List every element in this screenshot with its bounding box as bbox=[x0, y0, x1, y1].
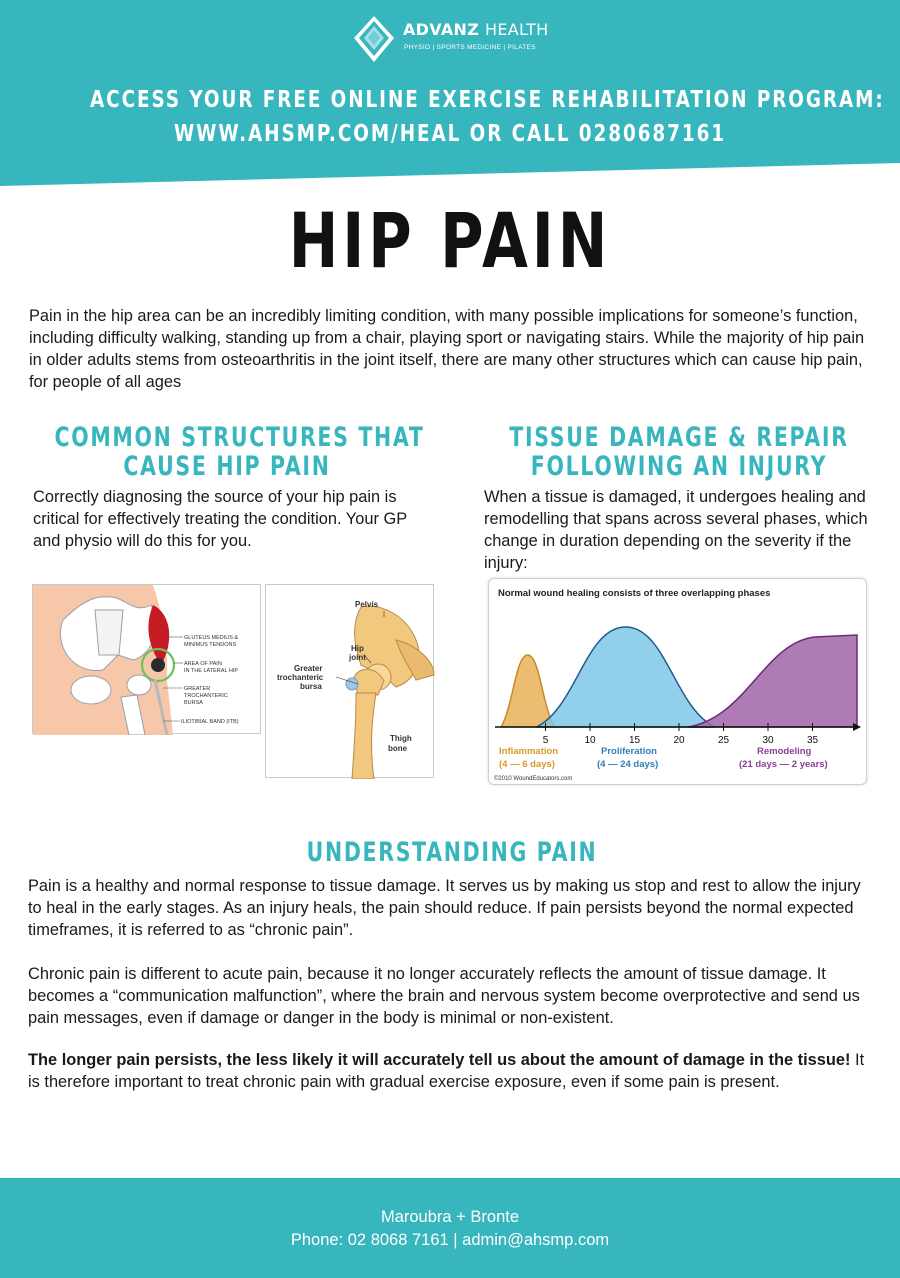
hip-illustration-lateral bbox=[32, 584, 261, 734]
structures-paragraph: Correctly diagnosing the source of your hip pain is critical for effectively treating the condition. Your GP and physio will do this for you. bbox=[33, 488, 407, 550]
legend-range-remodeling: (21 days — 2 years) bbox=[739, 759, 828, 770]
section-heading-structures-line1: COMMON STRUCTURES THAT bbox=[54, 422, 425, 453]
understanding-paragraph-3-rest: It is therefore important to treat chronic pain with gradual exercise exposure, even if some pain is present. bbox=[28, 1051, 865, 1091]
hip-illustration-bones bbox=[265, 584, 434, 778]
label-greater-2: TROCHANTERIC bbox=[184, 693, 228, 699]
label-gluteus: GLUTEUS MEDIUS & bbox=[184, 635, 239, 641]
x-tick-label: 30 bbox=[762, 735, 774, 746]
label-gluteus-2: MINIMUS TENDONS bbox=[184, 642, 237, 648]
chart-title: Normal wound healing consists of three overlapping phases bbox=[498, 588, 771, 599]
tissue-paragraph: When a tissue is damaged, it undergoes healing and remodelling that spans across several phases, which change in duration depending on the severity if the injury: bbox=[484, 488, 868, 572]
brand-name-light: HEALTH bbox=[485, 20, 549, 39]
label-thigh-2: bone bbox=[388, 744, 408, 753]
label-area: AREA OF PAIN bbox=[184, 661, 222, 667]
footer-contact[interactable]: Phone: 02 8068 7161 | admin@ahsmp.com bbox=[290, 1231, 610, 1249]
x-tick-label: 20 bbox=[673, 735, 685, 746]
x-tick-label: 25 bbox=[717, 735, 730, 746]
chart-credit: ©2010 WoundEducators.com bbox=[494, 776, 573, 782]
legend-label-proliferation: Proliferation bbox=[601, 746, 657, 757]
x-tick-label: 5 bbox=[542, 735, 549, 746]
chart-svg bbox=[489, 579, 868, 786]
hip-bones-drawing bbox=[266, 585, 435, 779]
label-greater-3: BURSA bbox=[184, 700, 203, 706]
label-hip-2: joint bbox=[349, 653, 366, 662]
section-heading-tissue bbox=[503, 423, 854, 481]
section-heading-structures bbox=[54, 422, 425, 482]
x-tick-label: 35 bbox=[806, 735, 819, 746]
page-title: HIP PAIN bbox=[288, 196, 612, 285]
wound-healing-chart bbox=[488, 578, 867, 785]
understanding-paragraph-1: Pain is a healthy and normal response to tissue damage. It serves us by making us stop and rest to allow the injury to heal in the early stages. As an injury heals, the pain should reduce. If pain persists beyond the normal expected timeframes, it is referred to as “chronic pain”. bbox=[28, 877, 861, 939]
understanding-paragraph-3 bbox=[28, 1049, 878, 1093]
footer bbox=[0, 1178, 900, 1278]
brand-name bbox=[403, 20, 548, 39]
section-heading-tissue-line2: FOLLOWING AN INJURY bbox=[530, 451, 828, 482]
logo bbox=[352, 14, 552, 66]
series-area-proliferation bbox=[537, 627, 715, 727]
x-tick-label: 15 bbox=[628, 735, 641, 746]
understanding-emphasis: The longer pain persists, the less likely it will accurately tell us about the amount of damage in the tissue! bbox=[28, 1051, 851, 1069]
label-hip: Hip bbox=[351, 644, 364, 653]
label-greater-troch-3: bursa bbox=[300, 682, 322, 691]
label-greater-troch-2: trochanteric bbox=[277, 673, 324, 682]
label-pelvis: Pelvis bbox=[355, 600, 379, 609]
section-heading-tissue-line1: TISSUE DAMAGE & REPAIR bbox=[509, 422, 849, 453]
understanding-paragraph-2: Chronic pain is different to acute pain, because it no longer accurately reflects the amount of tissue damage. It becomes a “communication malfunction”, where the brain and nervous system become overprotective and send us pain messages, even if damage or danger in the body is minimal or non-existent. bbox=[28, 965, 860, 1027]
brand-name-bold: ADVANZ bbox=[403, 20, 480, 39]
brand-tagline: PHYSIO | SPORTS MEDICINE | PILATES bbox=[404, 44, 536, 51]
intro-paragraph: Pain in the hip area can be an incredibly limiting condition, with many possible implications for someone’s function, including difficulty walking, standing up from a chair, playing sport or navigating stairs. While the majority of hip pain in older adults stems from osteoarthritis in the joint itself, there are many other structures which can cause hip pain, for people of all ages bbox=[29, 307, 865, 391]
x-tick-label: 10 bbox=[584, 735, 596, 746]
legend-range-proliferation: (4 — 24 days) bbox=[597, 759, 659, 770]
header-banner bbox=[0, 0, 900, 190]
label-thigh: Thigh bbox=[390, 734, 412, 743]
banner-line-1: ACCESS YOUR FREE ONLINE EXERCISE REHABILITATION PROGRAM: bbox=[90, 87, 885, 113]
label-area-2: IN THE LATERAL HIP bbox=[184, 668, 238, 674]
hip-pelvis-drawing bbox=[33, 585, 262, 735]
banner-line-2[interactable]: WWW.AHSMP.COM/HEAL OR CALL 0280687161 bbox=[173, 121, 727, 147]
series-area-inflammation bbox=[501, 655, 554, 727]
legend-range-inflammation: (4 — 6 days) bbox=[499, 759, 555, 770]
footer-locations: Maroubra + Bronte bbox=[380, 1208, 520, 1226]
logo-diamond-icon bbox=[352, 14, 396, 66]
label-greater-troch: Greater bbox=[294, 664, 323, 673]
legend-label-inflammation: Inflammation bbox=[499, 746, 559, 757]
section-heading-understanding: UNDERSTANDING PAIN bbox=[306, 837, 598, 868]
series-area-remodeling bbox=[688, 635, 857, 727]
label-itb: ILIOTIBIAL BAND (ITB) bbox=[181, 719, 239, 725]
label-greater: GREATER bbox=[184, 686, 211, 692]
legend-label-remodeling: Remodeling bbox=[757, 746, 812, 757]
section-heading-structures-line2: CAUSE HIP PAIN bbox=[123, 451, 331, 482]
